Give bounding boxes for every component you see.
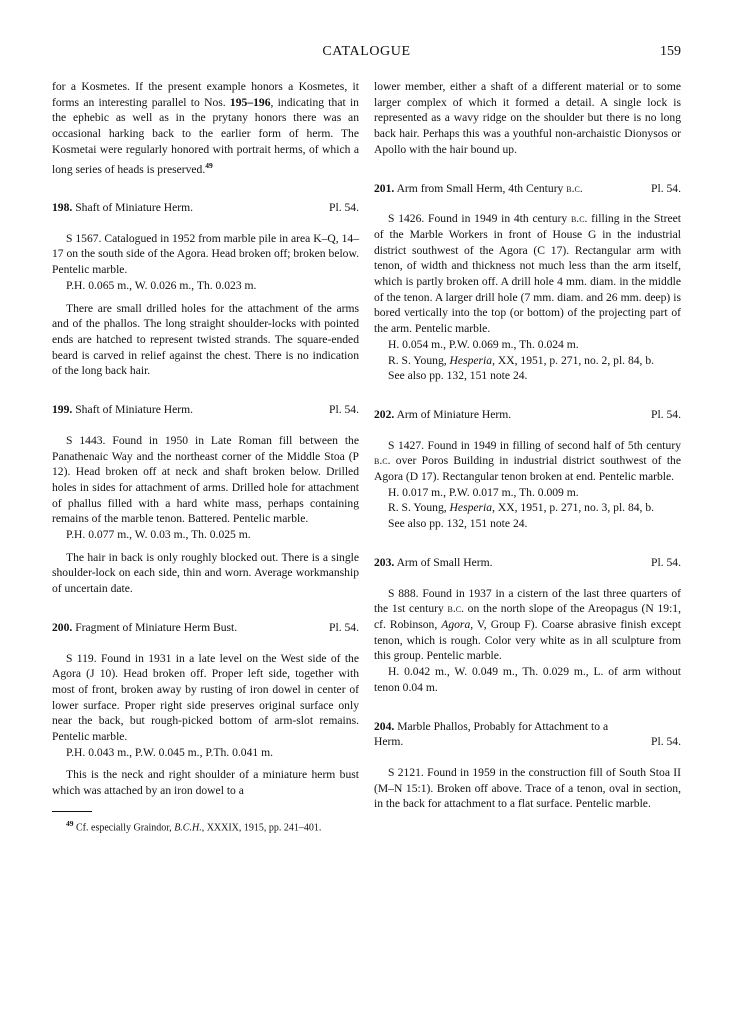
entry-measurements: P.H. 0.043 m., P.W. 0.045 m., P.Th. 0.041 m. xyxy=(66,745,273,759)
entry-200-heading xyxy=(52,620,359,636)
entry-198-heading xyxy=(52,200,359,216)
footnote-marker: 49 xyxy=(205,160,213,170)
entry-title-line-1: Marble Phallos, Probably for Attachment to a xyxy=(397,719,609,733)
entry-measurements: H. 0.054 m., P.W. 0.069 m., Th. 0.024 m. xyxy=(388,337,579,351)
entry-description: S 1567. Catalogued in 1952 from marble pile in area K–Q, 14–17 on the south side of the Agora. Head broken off; broken below. Pentelic marble. xyxy=(52,231,359,277)
see-also-note: See also pp. 132, 151 note 24. xyxy=(388,517,528,531)
entry-number: 204. xyxy=(374,719,395,733)
page-header xyxy=(52,44,681,64)
footnote: $^{49}$ Cf. especially Graindor, B.C.H., XXXIX, 1915, pp. 241–401. xyxy=(66,818,322,834)
running-head: CATALOGUE xyxy=(322,44,411,59)
entry-description: S 119. Found in 1931 in a late level on the West side of the Agora (J 10). Head broken off. Proper left side, together with most of front, broken away by rusting of iron dowel in center of lower surface. Proper right side preserves original surface only near the back, but rough-picked bottom of arm-slot remains. Pentelic marble. xyxy=(52,651,359,744)
right-column xyxy=(374,79,681,812)
entry-number: 200. xyxy=(52,620,73,634)
continuation-paragraph: lower member, either a shaft of a different material or to some larger complex of which it formed a detail. A single lock is represented as a wavy ridge on the shoulder but there is no long back hair. Perhaps this was a youthful non-archaistic Dionysos or Apollo with the hair bound up. xyxy=(374,80,681,156)
entry-description: S 1426. Found in 1949 in 4th century b.c. filling in the Street of the Marble Workers in front of House G in the industrial district southwest of the Agora (C 17). Rectangular arm with tenon, of width and thickness not much less than the arm itself, which is partly broken off. A drill hole 4 mm. diam. in the middle of the tenon. A larger drill hole (7 mm. diam. and 26 mm. deep) is bored vertically into the top (or bottom) of the projecting part of the arm. Pentelic marble. xyxy=(374,212,681,336)
entry-202-heading xyxy=(374,407,681,423)
left-column xyxy=(52,79,359,834)
plate-reference: Pl. 54. xyxy=(651,555,681,569)
footnote-marker: 49 xyxy=(66,818,74,828)
bibliography-reference: R. S. Young, Hesperia, XX, 1951, p. 271, no. 3, pl. 84, b. xyxy=(388,501,655,515)
entry-description: S 2121. Found in 1959 in the construction fill of South Stoa II (M–N 15:1). Broken off above. Trace of a tenon, oval in section, in the back for attachment to a flat surface. Pentelic marble. xyxy=(374,765,681,811)
entry-number: 202. xyxy=(374,407,395,421)
entry-title: Arm of Small Herm. xyxy=(396,555,493,569)
entry-description: S 888. Found in 1937 in a cistern of the last three quarters of the 1st century b.c. on the north slope of the Areopagus (N 19:1, cf. Robinson, Agora, V, Group F). Coarse abrasive finish except tenon, which is rough. Color very white as in all sculpture from this group. Pentelic marble. xyxy=(374,586,681,663)
entry-measurements: H. 0.017 m., P.W. 0.017 m., Th. 0.009 m. xyxy=(388,485,579,499)
entry-number: 198. xyxy=(52,201,73,215)
plate-reference: Pl. 54. xyxy=(651,181,681,195)
entry-measurements: P.H. 0.065 m., W. 0.026 m., Th. 0.023 m. xyxy=(66,278,257,292)
entry-203-heading xyxy=(374,555,681,571)
entry-number: 199. xyxy=(52,403,73,417)
entry-title: Arm from Small Herm, 4th Century b.c. xyxy=(396,181,583,195)
entry-commentary: This is the neck and right shoulder of a miniature herm bust which was attached by an iron dowel to a xyxy=(52,768,359,798)
entry-title: Shaft of Miniature Herm. xyxy=(75,403,194,417)
footnote-divider xyxy=(52,811,92,812)
entry-number: 203. xyxy=(374,555,395,569)
page-number: 159 xyxy=(660,44,681,59)
entry-title: Arm of Miniature Herm. xyxy=(396,407,512,421)
entry-measurements: P.H. 0.077 m., W. 0.03 m., Th. 0.025 m. xyxy=(66,528,251,542)
cross-reference: 195–196 xyxy=(229,95,271,109)
intro-paragraph: for a Kosmetes. If the present example honors a Kosmetes, it forms an interesting parallel to Nos. 195–196, indicating that in the ephebic as well as in the prytany honors there was an occasional harking back to the earlier form of herm. The Kosmetai were regularly honored with portrait herms, of which a long series of heads is preserved.$^{49}$ xyxy=(52,80,359,176)
plate-reference: Pl. 54. xyxy=(651,735,681,749)
entry-commentary: The hair in back is only roughly blocked out. There is a single shoulder-lock on each side, thin and worn. Average workmanship of uncertain date. xyxy=(52,550,359,596)
plate-reference: Pl. 54. xyxy=(329,403,359,417)
entry-201-heading xyxy=(374,181,681,197)
bibliography-reference: R. S. Young, Hesperia, XX, 1951, p. 271, no. 2, pl. 84, b. xyxy=(388,353,655,367)
see-also-note: See also pp. 132, 151 note 24. xyxy=(388,369,528,383)
entry-title: Fragment of Miniature Herm Bust. xyxy=(75,620,238,634)
entry-measurements: H. 0.042 m., W. 0.049 m., Th. 0.029 m., L. of arm without tenon 0.04 m. xyxy=(374,665,681,694)
entry-204-heading xyxy=(374,719,681,750)
plate-reference: Pl. 54. xyxy=(651,407,681,421)
entry-title-line-2: Herm. xyxy=(374,735,404,749)
entry-199-heading xyxy=(52,402,359,418)
entry-number: 201. xyxy=(374,181,395,195)
entry-title: Shaft of Miniature Herm. xyxy=(75,201,194,215)
entry-commentary: There are small drilled holes for the attachment of the arms and of the phallos. The long straight shoulder-locks with pointed ends are hatched to represent twisted strands. The square-ended beard is carved in relief against the chest. There is no indication of the long back hair. xyxy=(52,301,359,378)
plate-reference: Pl. 54. xyxy=(329,620,359,634)
plate-reference: Pl. 54. xyxy=(329,201,359,215)
entry-description: S 1443. Found in 1950 in Late Roman fill between the Panathenaic Way and the northeast corner of the Middle Stoa (P 12). Head broken off at neck and shaft broken below. Drilled holes in sides for attachment of arms. Drilled hole for attachment of phallus filled with a hard white mass, perhaps containing remains of the marble tenon. Battered. Pentelic marble. xyxy=(52,433,359,526)
entry-description: S 1427. Found in 1949 in filling of second half of 5th century b.c. over Poros Building in industrial district southwest of the Agora (D 17). Rectangular tenon broken at end. Pentelic marble. xyxy=(374,438,681,484)
